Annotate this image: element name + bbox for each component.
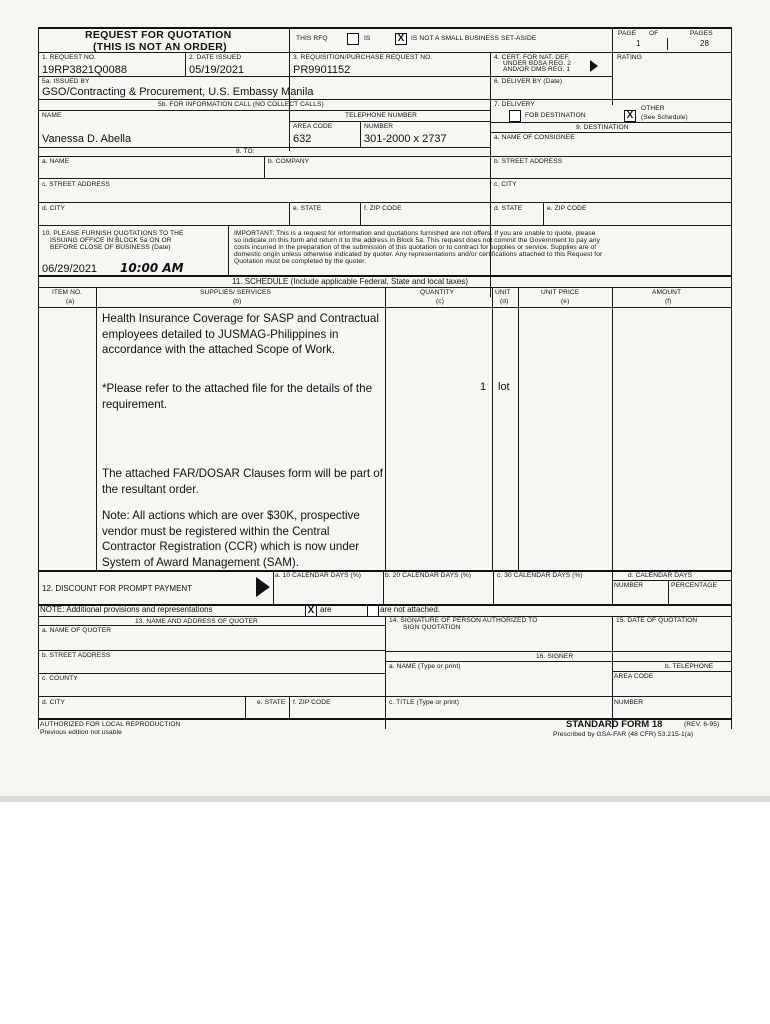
col-item-sub: (a) (66, 298, 75, 305)
quoter-state-label: e. STATE (257, 699, 286, 706)
quoter-name-label: a. NAME OF QUOTER (42, 627, 112, 634)
row-line (38, 147, 490, 148)
signer-number-label: NUMBER (614, 699, 644, 706)
small-business-label: IS NOT A SMALL BUSINESS SET-ASIDE (411, 35, 537, 42)
is-label: IS (364, 35, 371, 42)
divider (289, 696, 290, 718)
schedule-title: 11. SCHEDULE (Include applicable Federal, State and local taxes) (232, 277, 468, 286)
divider (668, 580, 669, 604)
requisition-label: 3. REQUISITION/PURCHASE REQUEST NO. (293, 54, 433, 61)
discount-calendar-days: d. CALENDAR DAYS (628, 572, 693, 579)
form-left-border (38, 27, 39, 729)
divider (385, 616, 386, 729)
row-line (38, 99, 732, 100)
provisions-not-label: are not attached. (380, 605, 441, 614)
quote-due-time: 10:00 AM (120, 261, 184, 275)
provisions-are-checkbox[interactable]: X (305, 605, 317, 617)
form-title: REQUEST FOR QUOTATION (85, 29, 232, 41)
important-text: IMPORTANT: This is a request for information and quotations furnished are not offers. If you are unable to quote, please (234, 230, 596, 237)
row-line (38, 110, 490, 111)
col-item-header: ITEM NO. (52, 289, 83, 296)
name-label: NAME (42, 112, 62, 119)
blank-area (0, 802, 770, 1024)
arrow-icon (590, 60, 598, 72)
col-quantity-sub: (c) (436, 298, 444, 305)
important-text: costs incurred in the preparation of the submission of this quotation or to contract for supplies or service. Supplies are of (234, 244, 597, 251)
item-quantity: 1 (480, 381, 487, 393)
provisions-are-label: are (320, 605, 332, 614)
rfq-is-checkbox[interactable] (347, 33, 359, 45)
quote-due-date: 06/29/2021 (42, 263, 98, 275)
col-supplies-header: SUPPLIES/ SERVICES (200, 289, 271, 296)
rating-label: RATING (617, 54, 643, 61)
block10-label: 10. PLEASE FURNISH QUOTATIONS TO THE (42, 230, 184, 237)
discount-label: 12. DISCOUNT FOR PROMPT PAYMENT (42, 584, 193, 593)
telephone-label: TELEPHONE NUMBER (345, 112, 417, 119)
row-line (38, 225, 732, 226)
item-description: *Please refer to the attached file for the details of the requirement. (102, 382, 373, 411)
quoter-city-label: d. CITY (42, 699, 66, 706)
dest-street-label: b. STREET ADDRESS (494, 158, 563, 165)
signer-title-label: c. TITLE (Type or print) (389, 699, 460, 706)
divider (245, 696, 246, 718)
important-text: so indicate on this form and return it to the address in Block 5a. This request does not commit the Government to pay any (234, 237, 601, 244)
to-label: 8. TO: (236, 148, 255, 155)
other-label: OTHER (641, 105, 665, 112)
col-amount-sub: (f) (665, 298, 672, 305)
cert-label: UNDER BDSA REG. 2 (503, 60, 572, 67)
pages-label: PAGES (690, 30, 713, 37)
item-description: Note: All actions which are over $30K, prospective vendor must be registered within the Central Contractor Registration (CCR) which is now under System of Award Management (SAM). (102, 509, 360, 569)
divider (289, 202, 290, 225)
dest-state-label: d. STATE (494, 205, 523, 212)
other-checkbox[interactable]: X (624, 110, 636, 122)
consignee-label: a. NAME OF CONSIGNEE (494, 134, 575, 141)
block10-label: ISSUING OFFICE IN BLOCK 5a ON OR (50, 237, 172, 244)
standard-form-id: STANDARD FORM 18 (566, 719, 663, 730)
contact-area-code: 632 (293, 133, 312, 145)
divider (264, 156, 265, 178)
quoter-block-label: 13. NAME AND ADDRESS OF QUOTER (135, 618, 258, 625)
discount-number-label: NUMBER (614, 582, 644, 589)
column-line (492, 287, 493, 571)
row-line (289, 121, 490, 122)
divider (289, 110, 290, 147)
column-line (385, 287, 386, 571)
divider (360, 202, 361, 225)
quoter-county-label: c. COUNTY (42, 675, 78, 682)
divider (493, 570, 494, 604)
info-call-label: 5b. FOR INFORMATION CALL (NO COLLECT CALLS) (158, 101, 324, 108)
to-city-label: d. CITY (42, 205, 66, 212)
date-issued-label: 2. DATE ISSUED (189, 54, 242, 61)
fob-checkbox[interactable] (509, 110, 521, 122)
issued-by: GSO/Contracting & Procurement, U.S. Embassy Manila (42, 86, 314, 98)
block10-label: BEFORE CLOSE OF BUSINESS (Date) (50, 244, 171, 251)
to-name-label: a. NAME (42, 158, 70, 165)
row-line (38, 650, 385, 651)
item-unit: lot (498, 381, 510, 393)
signer-name-label: a. NAME (Type or print) (389, 663, 461, 670)
dest-zip-label: e. ZIP CODE (547, 205, 587, 212)
row-line (38, 625, 385, 626)
row-line (490, 156, 732, 157)
column-line (518, 287, 519, 571)
dest-city-label: c. CITY (494, 181, 517, 188)
col-unit-price-header: UNIT PRICE (541, 289, 580, 296)
quotation-date-label: 15. DATE OF QUOTATION (616, 617, 698, 624)
contact-name: Vanessa D. Abella (42, 133, 132, 145)
divider (667, 38, 668, 50)
col-unit-sub: (d) (500, 298, 509, 305)
company-label: b. COMPANY (268, 158, 310, 165)
row-line (385, 661, 732, 662)
divider (228, 225, 229, 275)
divider (273, 570, 274, 604)
page-label: PAGE (618, 30, 637, 37)
arrow-icon (256, 577, 270, 597)
page-value: 1 (636, 39, 641, 48)
divider (383, 570, 384, 604)
divider (490, 52, 491, 297)
row-line (38, 696, 732, 697)
row-line (38, 52, 732, 53)
discount-30-days: c. 30 CALENDAR DAYS (%) (497, 572, 583, 579)
prescribed-by: Prescribed by GSA-FAR (48 CFR) 53.215-1(a) (553, 731, 694, 738)
item-description: The attached FAR/DOSAR Clauses form will be part of the resultant order. (102, 467, 383, 496)
column-line (96, 287, 97, 571)
divider (612, 27, 613, 105)
request-no-label: 1. REQUEST NO. (42, 54, 97, 61)
discount-percentage-label: PERCENTAGE (671, 582, 717, 589)
row-line (490, 132, 732, 133)
discount-20-days: b. 20 CALENDAR DAYS (%) (385, 572, 472, 579)
delivery-label: 7. DELIVERY (494, 101, 535, 108)
signature-label: 14. SIGNATURE OF PERSON AUTHORIZED TO (389, 617, 538, 624)
signature-label: SIGN QUOTATION (403, 624, 461, 631)
divider (360, 121, 361, 147)
cert-label: AND/OR DMS REG. 1 (503, 66, 571, 73)
form-revision: (REV. 6-95) (684, 721, 720, 728)
divider (612, 616, 613, 729)
signer-area-code-label: AREA CODE (614, 673, 654, 680)
signer-label: 16. SIGNER (536, 653, 574, 660)
issued-by-label: 5a. ISSUED BY (42, 78, 90, 85)
divider (543, 202, 544, 225)
important-text: Quotation must be completed by the quoter. (234, 258, 367, 265)
to-street-label: c. STREET ADDRESS (42, 181, 110, 188)
requisition-no: PR9901152 (293, 64, 351, 76)
destination-label: 9. DESTINATION (576, 124, 629, 131)
important-text: domestic origin unless otherwise indicated by quoter. Any representations and/or certifications attached to this Request for (234, 251, 603, 258)
authorized-reproduction: AUTHORIZED FOR LOCAL REPRODUCTION (40, 721, 181, 728)
row-line (490, 122, 732, 123)
area-code-label: AREA CODE (293, 123, 333, 130)
quoter-street-label: b. STREET ADDRESS (42, 652, 111, 659)
item-description: Health Insurance Coverage for SASP and Contractual employees detailed to JUSMAG-Philippines in accordance with the attached Scope of Work. (102, 312, 379, 356)
form-subtitle: (THIS IS NOT AN ORDER) (93, 41, 227, 53)
row-line (612, 580, 732, 581)
of-label: OF (649, 30, 659, 37)
discount-10-days: a. 10 CALENDAR DAYS (%) (275, 572, 362, 579)
see-schedule: (See Schedule) (641, 114, 688, 121)
divider (185, 52, 186, 76)
previous-edition: Previous edition not usable (40, 729, 122, 736)
request-no: 19RP3821Q0088 (42, 64, 128, 76)
col-quantity-header: QUANTITY (420, 289, 455, 296)
row-line (38, 673, 385, 674)
column-line (612, 287, 613, 571)
to-state-label: e. STATE (293, 205, 322, 212)
pages-value: 28 (700, 39, 709, 48)
contact-number: 301-2000 x 2737 (364, 133, 447, 145)
signer-telephone-label: b. TELEPHONE (665, 663, 714, 670)
note-text: NOTE: Additional provisions and representations (40, 605, 213, 614)
fob-label: FOB DESTINATION (525, 112, 586, 119)
this-rfq-label: THIS RFQ (296, 35, 328, 42)
row-line (612, 671, 732, 672)
col-unit-price-sub: (e) (561, 298, 570, 305)
number-label: NUMBER (364, 123, 394, 130)
col-amount-header: AMOUNT (652, 289, 682, 296)
row-line (38, 76, 613, 77)
col-supplies-sub: (b) (233, 298, 242, 305)
row-line (38, 202, 732, 203)
col-unit-header: UNIT (495, 289, 511, 296)
deliver-by-label: 6. DELIVER BY (Date) (494, 78, 563, 85)
quoter-zip-label: f. ZIP CODE (293, 699, 331, 706)
divider (612, 570, 613, 604)
to-zip-label: f. ZIP CODE (364, 205, 402, 212)
small-business-checkbox[interactable]: X (395, 33, 407, 45)
cert-label: 4. CERT. FOR NAT. DEF. (494, 54, 570, 61)
row-line (385, 651, 732, 652)
date-issued: 05/19/2021 (189, 64, 245, 76)
row-line (38, 178, 732, 179)
